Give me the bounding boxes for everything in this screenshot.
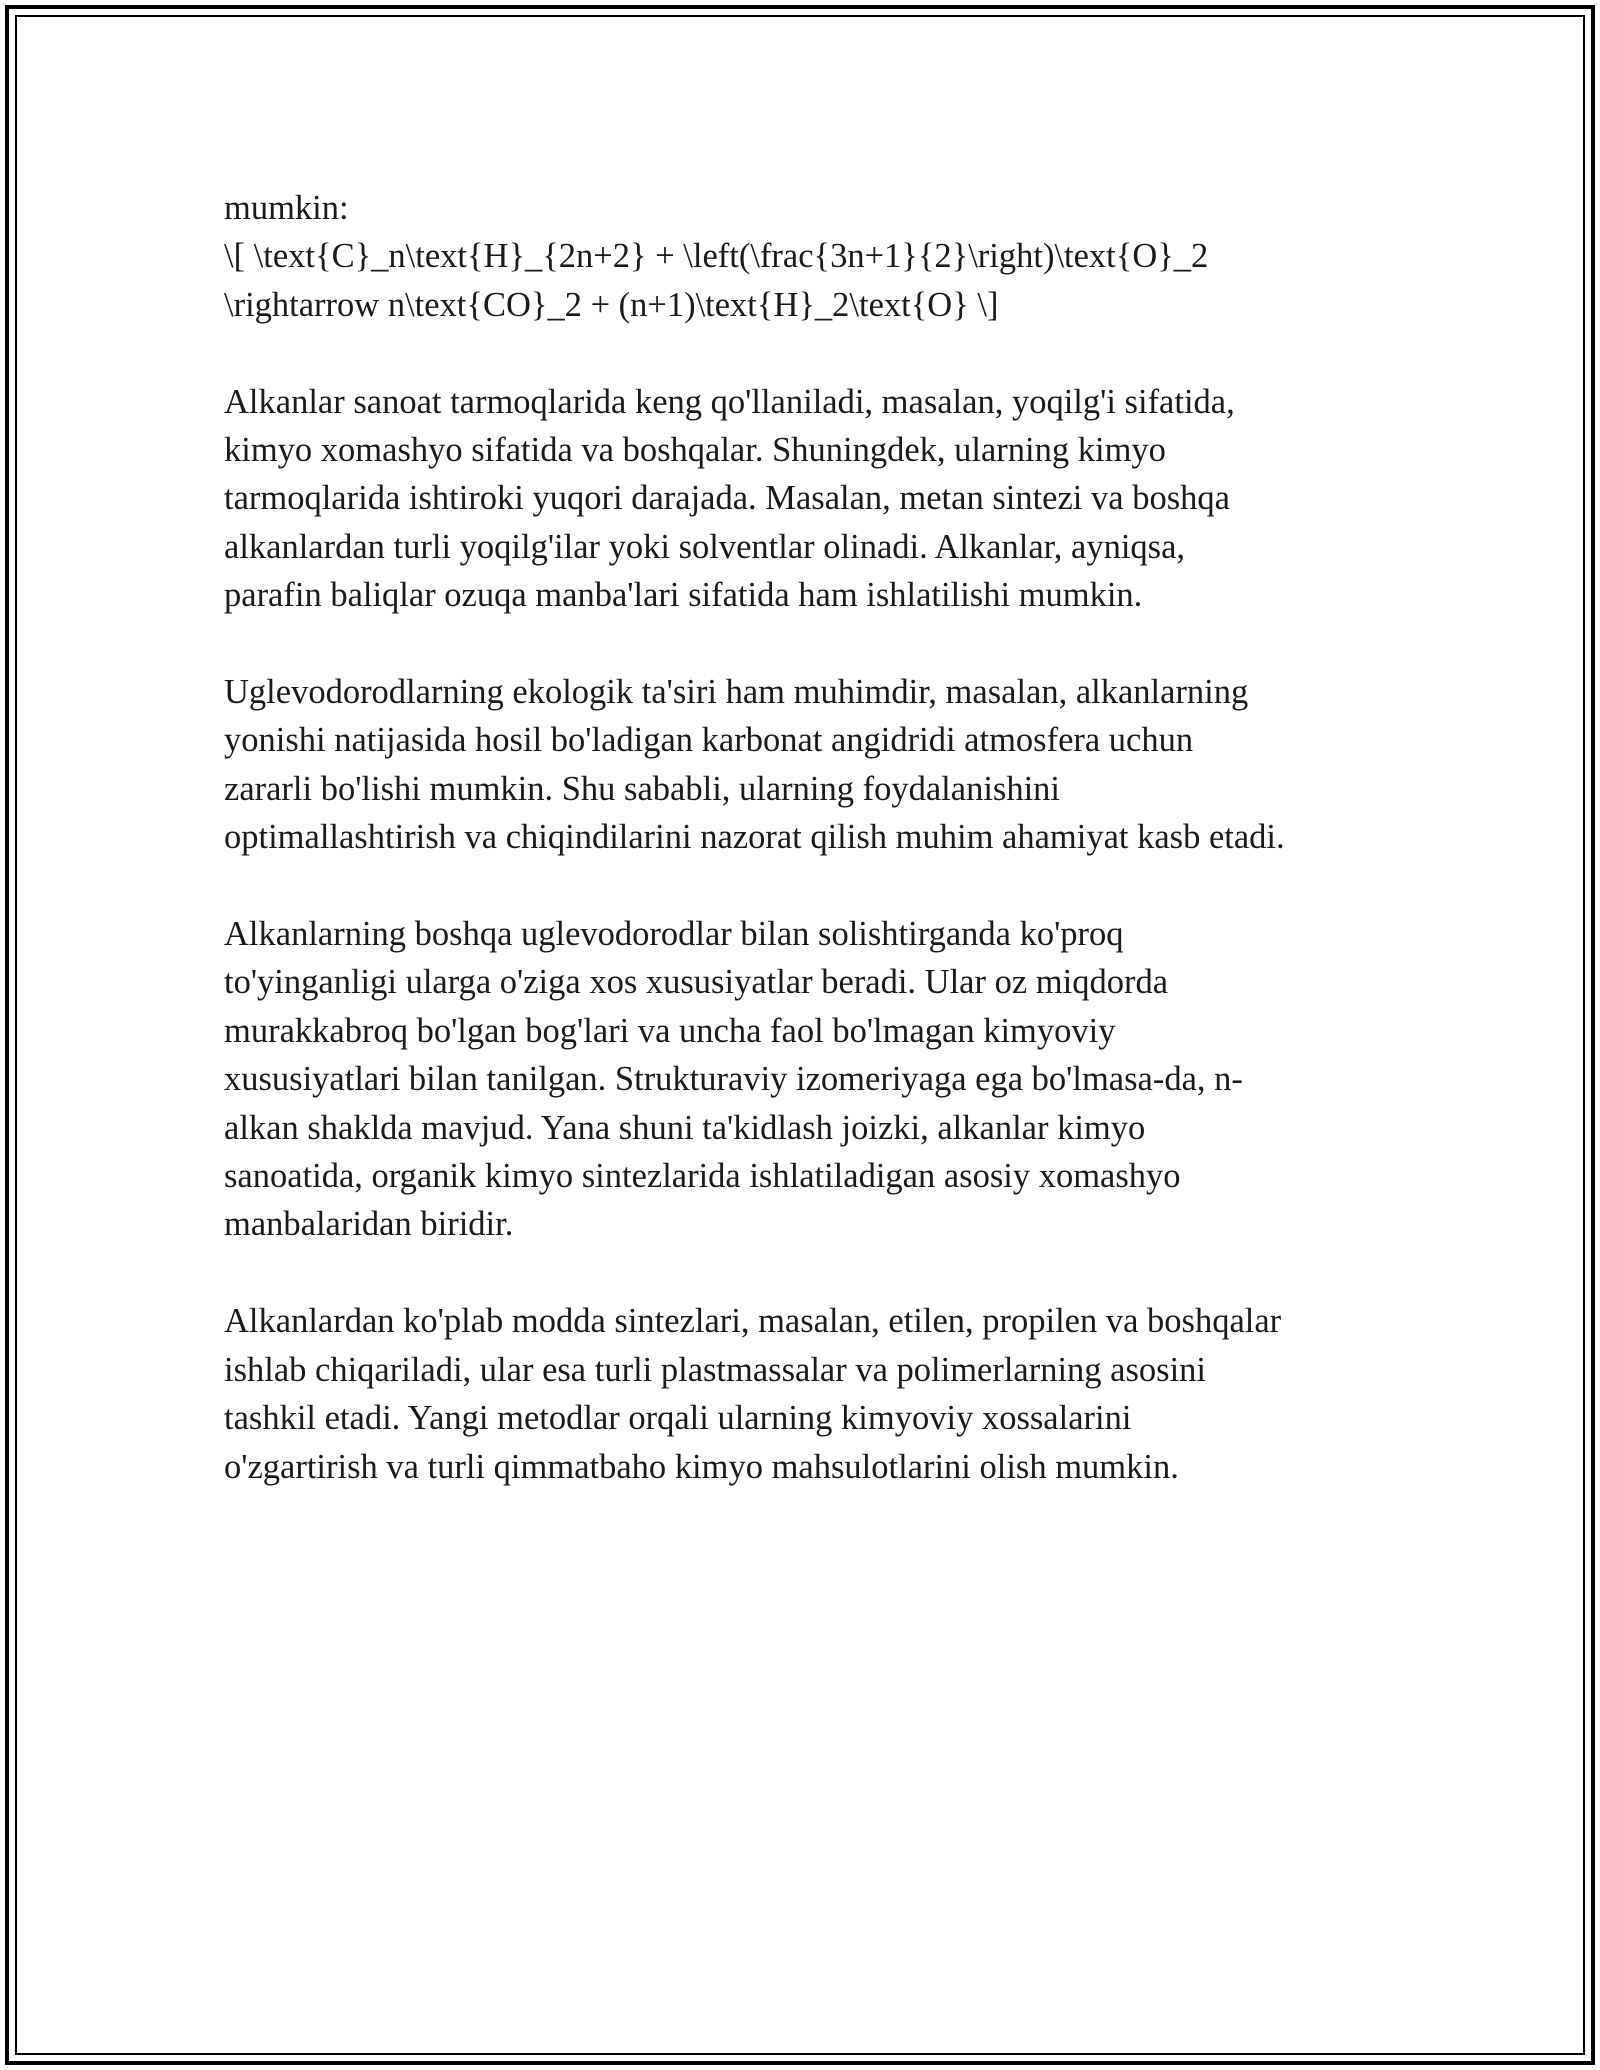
text-line: mumkin: bbox=[224, 189, 349, 227]
text-line: o'zgartirish va turli qimmatbaho kimyo mahsulotlarini olish mumkin. bbox=[224, 1447, 1179, 1486]
text-line: murakkabroq bo'lgan bog'lari va uncha faol bo'lmagan kimyoviy bbox=[224, 1011, 1116, 1050]
text-line: to'yinganligi ularga o'ziga xos xususiyatlar beradi. Ular oz miqdorda bbox=[224, 963, 1169, 1002]
paragraph-uses bbox=[224, 378, 1374, 620]
text-line: tarmoqlarida ishtiroki yuqori darajada. Masalan, metan sintezi va boshqa bbox=[224, 479, 1230, 518]
formula-line: \[ \text{C}_n\text{H}_{2n+2} + \left(\frac{3n+1}{2}\right)\text{O}_2 bbox=[224, 237, 1209, 276]
paragraph-ecology bbox=[224, 668, 1374, 862]
text-line: Alkanlarning boshqa uglevodorodlar bilan solishtirganda ko'proq bbox=[224, 915, 1124, 954]
text-line: kimyo xomashyo sifatida va boshqalar. Shuningdek, ularning kimyo bbox=[224, 431, 1166, 470]
text-line: zararli bo'lishi mumkin. Shu sababli, ularning foydalanishini bbox=[224, 769, 1061, 808]
text-line: tashkil etadi. Yangi metodlar orqali ularning kimyoviy xossalarini bbox=[224, 1399, 1132, 1438]
text-line: Alkanlardan ko'plab modda sintezlari, masalan, etilen, propilen va boshqalar bbox=[224, 1302, 1282, 1341]
text-line: Alkanlar sanoat tarmoqlarida keng qo'llaniladi, masalan, yoqilg'i sifatida, bbox=[224, 382, 1235, 421]
formula-line: \rightarrow n\text{CO}_2 + (n+1)\text{H}_2\text{O} \] bbox=[224, 285, 999, 324]
text-line: parafin baliqlar ozuqa manba'lari sifatida ham ishlatilishi mumkin. bbox=[224, 576, 1143, 615]
paragraph-synthesis bbox=[224, 1297, 1374, 1491]
document-body bbox=[224, 184, 1374, 1539]
text-line: sanoatida, organik kimyo sintezlarida ishlatiladigan asosiy xomashyo bbox=[224, 1157, 1181, 1196]
text-line: manbalaridan biridir. bbox=[224, 1205, 514, 1244]
text-line: yonishi natijasida hosil bo'ladigan karbonat angidridi atmosfera uchun bbox=[224, 721, 1194, 760]
text-line: xususiyatlari bilan tanilgan. Strukturaviy izomeriyaga ega bo'lmasa-da, n- bbox=[224, 1060, 1243, 1099]
paragraph-properties bbox=[224, 910, 1374, 1249]
text-line: ishlab chiqariladi, ular esa turli plastmassalar va polimerlarning asosini bbox=[224, 1350, 1207, 1389]
intro-formula-block bbox=[224, 184, 1374, 329]
text-line: alkanlardan turli yoqilg'ilar yoki solventlar olinadi. Alkanlar, ayniqsa, bbox=[224, 527, 1186, 566]
text-line: optimallashtirish va chiqindilarini nazorat qilish muhim ahamiyat kasb etadi. bbox=[224, 818, 1285, 857]
text-line: alkan shaklda mavjud. Yana shuni ta'kidlash joizki, alkanlar kimyo bbox=[224, 1108, 1146, 1147]
text-line: Uglevodorodlarning ekologik ta'siri ham muhimdir, masalan, alkanlarning bbox=[224, 673, 1249, 712]
